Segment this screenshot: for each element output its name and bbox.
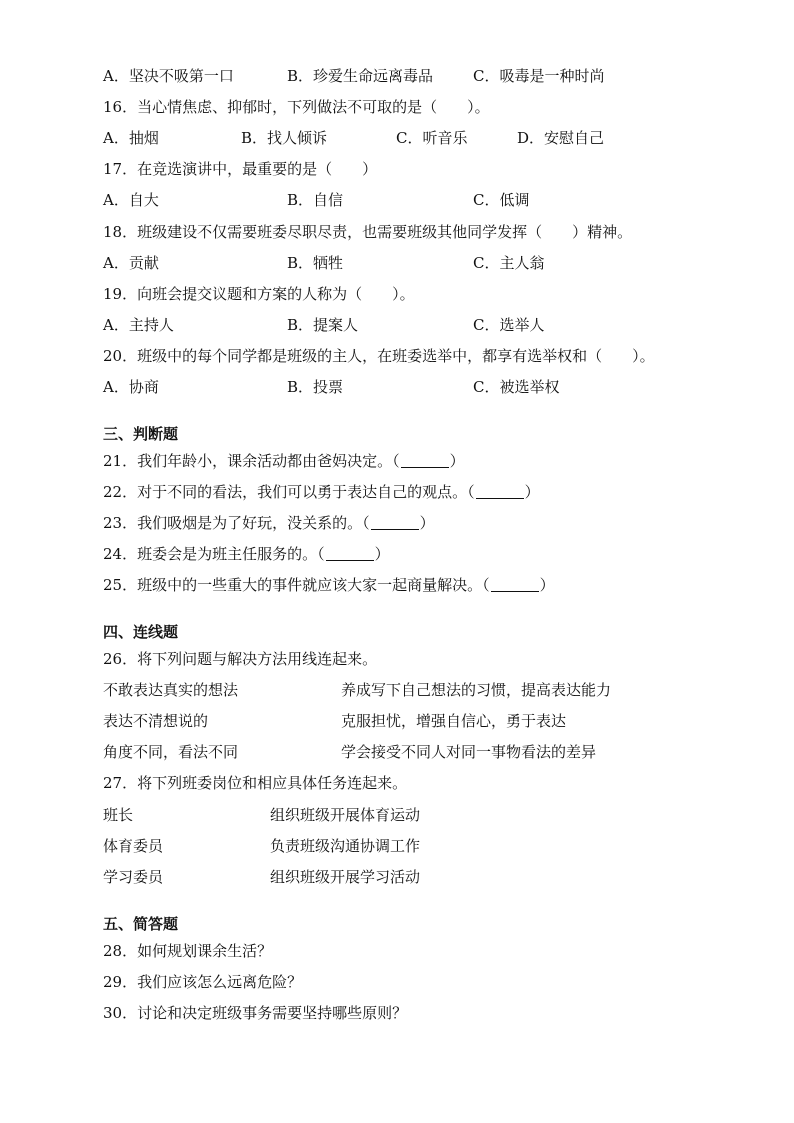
section-judge-heading: 三、判断题 [103,425,179,443]
q22-close: ） [524,483,540,501]
q20-option-c: C．被选举权 [473,378,560,396]
q20-option-b: B．投票 [287,378,344,396]
q20-option-a: A．协商 [103,378,159,396]
section-match-heading: 四、连线题 [103,623,179,641]
q26-right-3[interactable]: 学会接受不同人对同一事物看法的差异 [341,743,597,761]
q23-answer-blank[interactable] [371,515,419,530]
q27-left-3[interactable]: 学习委员 [103,868,164,886]
q16-option-c: C．听音乐 [396,129,468,147]
q23-text: 23．我们吸烟是为了好玩，没关系的。（ [103,514,370,532]
q16-stem: 16．当心情焦虑、抑郁时，下列做法不可取的是（ ）。 [103,98,490,116]
q24-text: 24．班委会是为班主任服务的。（ [103,545,325,563]
q16-option-a: A．抽烟 [103,129,159,147]
q15-option-a: A．坚决不吸第一口 [103,67,234,85]
q21 [103,451,465,471]
q25-close: ） [539,576,555,594]
q15-option-c: C．吸毒是一种时尚 [473,67,605,85]
q22-answer-blank[interactable] [476,484,524,499]
q26-left-1[interactable]: 不敢表达真实的想法 [103,681,239,699]
q26-left-2[interactable]: 表达不清想说的 [103,712,209,730]
q30: 30．讨论和决定班级事务需要坚持哪些原则？ [103,1004,408,1022]
q27-stem: 27．将下列班委岗位和相应具体任务连起来。 [103,774,408,792]
q23-close: ） [419,514,435,532]
q17-option-a: A．自大 [103,191,159,209]
q25-text: 25．班级中的一些重大的事件就应该大家一起商量解决。（ [103,576,490,594]
q23 [103,513,435,533]
q18-option-b: B．牺牲 [287,254,344,272]
q21-close: ） [449,452,465,470]
q25 [103,575,555,595]
q19-option-a: A．主持人 [103,316,174,334]
q17-stem: 17．在竞选演讲中，最重要的是（ ） [103,160,378,178]
q19-stem: 19．向班会提交议题和方案的人称为（ ）。 [103,285,415,303]
q15-option-b: B．珍爱生命远离毒品 [287,67,434,85]
q17-option-c: C．低调 [473,191,530,209]
q18-option-a: A．贡献 [103,254,159,272]
q29: 29．我们应该怎么远离危险？ [103,973,303,991]
q19-option-c: C．选举人 [473,316,545,334]
q20-stem: 20．班级中的每个同学都是班级的主人，在班委选举中，都享有选举权和（ ）。 [103,347,655,365]
q26-stem: 26．将下列问题与解决方法用线连起来。 [103,650,378,668]
q22-text: 22．对于不同的看法，我们可以勇于表达自己的观点。（ [103,483,475,501]
q28: 28．如何规划课余生活？ [103,942,273,960]
q27-left-1[interactable]: 班长 [103,806,134,824]
q25-answer-blank[interactable] [491,577,539,592]
q24-answer-blank[interactable] [326,546,374,561]
q21-text: 21．我们年龄小，课余活动都由爸妈决定。（ [103,452,400,470]
q26-right-1[interactable]: 养成写下自己想法的习惯，提高表达能力 [341,681,612,699]
q27-right-2[interactable]: 负责班级沟通协调工作 [270,837,421,855]
q26-right-2[interactable]: 克服担忧，增强自信心，勇于表达 [341,712,567,730]
q18-option-c: C．主人翁 [473,254,545,272]
q22 [103,482,540,502]
q26-left-3[interactable]: 角度不同，看法不同 [103,743,239,761]
q16-option-d: D．安慰自己 [517,129,605,147]
q21-answer-blank[interactable] [401,453,449,468]
q16-option-b: B．找人倾诉 [241,129,328,147]
q27-left-2[interactable]: 体育委员 [103,837,164,855]
q27-right-3[interactable]: 组织班级开展学习活动 [270,868,421,886]
q17-option-b: B．自信 [287,191,344,209]
section-short-heading: 五、简答题 [103,915,179,933]
q24-close: ） [374,545,390,563]
q19-option-b: B．提案人 [287,316,359,334]
q24 [103,544,390,564]
q18-stem: 18．班级建设不仅需要班委尽职尽责，也需要班级其他同学发挥（ ）精神。 [103,223,633,241]
q27-right-1[interactable]: 组织班级开展体育运动 [270,806,421,824]
